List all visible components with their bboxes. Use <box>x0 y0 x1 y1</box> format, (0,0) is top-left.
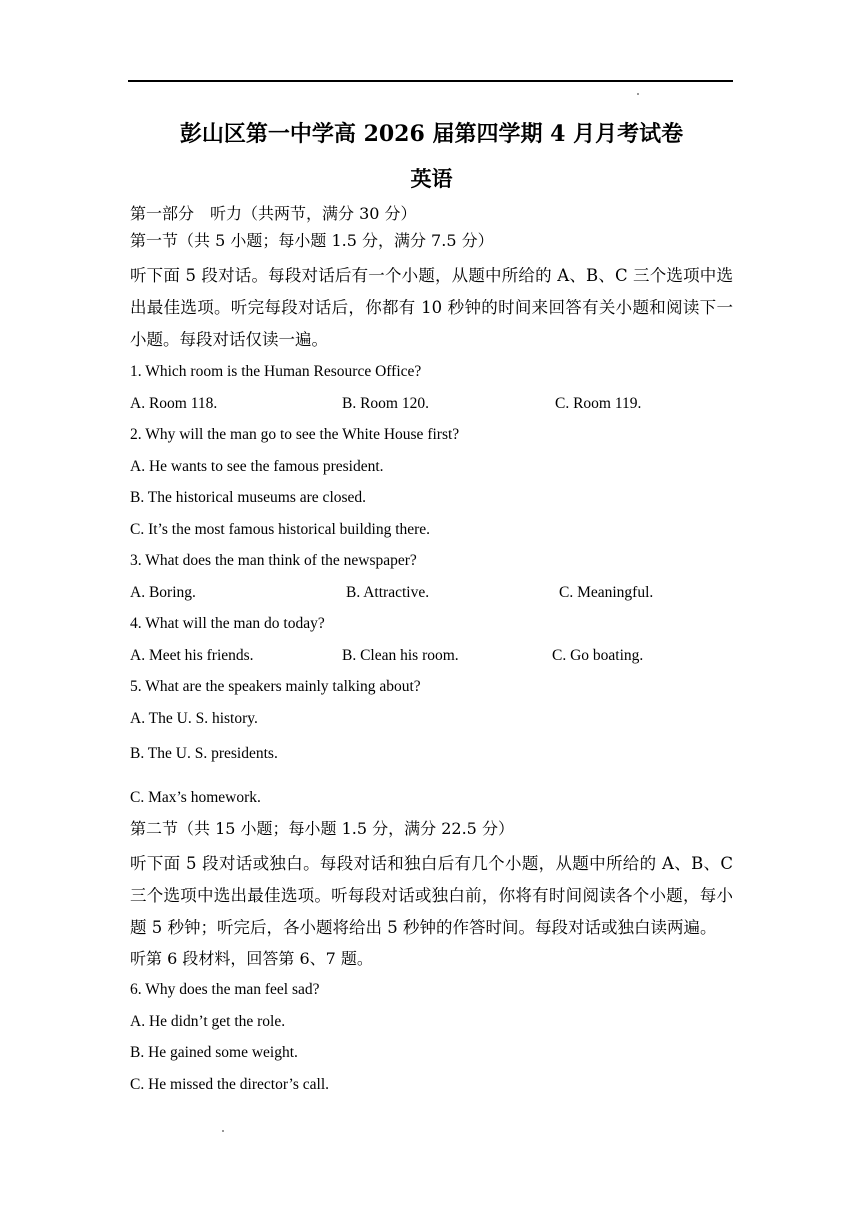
question-2: 2. Why will the man go to see the White House first? <box>130 426 460 443</box>
option-a: A. The U. S. history. <box>130 709 258 727</box>
option-a: A. He didn’t get the role. <box>130 1012 286 1030</box>
option-b: B. He gained some weight. <box>130 1044 298 1061</box>
option-b: B. Attractive. <box>346 583 430 601</box>
question-6: 6. Why does the man feel sad? <box>130 981 320 998</box>
option-c: C. Room 119. <box>555 394 642 412</box>
option-a: A. Meet his friends. <box>130 646 254 664</box>
exam-title: 彭山区第一中学高 2026 届第四学期 4 月月考试卷 <box>179 121 684 147</box>
section1-instructions: 听下面 5 段对话。每段对话后有一个小题，从题中所给的 A、B、C 三个选项中选出最佳选项。听完每段对话后，你都有 10 秒钟的时间来回答有关小题和阅读下一小题。每段对话仅读一遍。 <box>130 266 733 349</box>
option-b: B. Room 120. <box>342 394 429 412</box>
exam-page <box>130 118 733 1100</box>
header-rule <box>128 80 733 82</box>
option-b: B. The historical museums are closed. <box>130 489 367 506</box>
question-1: 1. Which room is the Human Resource Office? <box>130 363 422 380</box>
section2-instructions: 听下面 5 段对话或独白。每段对话和独白后有几个小题，从题中所给的 A、B、C 三个选项中选出最佳选项。听每段对话或独白前，你将有时间阅读各个小题，每小题 5 秒钟；听完后，各小题将给出 5 秒钟的作答时间。每段对话或独白读两遍。 <box>130 854 733 937</box>
option-c: C. It’s the most famous historical building there. <box>130 520 431 538</box>
material6-lead: 听第 6 段材料，回答第 6、7 题。 <box>130 949 373 968</box>
question-5: 5. What are the speakers mainly talking about? <box>130 678 421 695</box>
option-b: B. The U. S. presidents. <box>130 745 278 762</box>
question-3: 3. What does the man think of the newspaper? <box>130 552 417 569</box>
option-b: B. Clean his room. <box>342 646 459 664</box>
option-a: A. He wants to see the famous president. <box>130 457 384 475</box>
question-3-options <box>130 577 733 609</box>
option-c: C. Meaningful. <box>559 583 654 601</box>
option-c: C. Max’s homework. <box>130 788 261 806</box>
option-a: A. Boring. <box>130 583 196 601</box>
section2-heading: 第二节（共 15 小题；每小题 1.5 分，满分 22.5 分） <box>130 819 514 838</box>
question-4: 4. What will the man do today? <box>130 615 325 632</box>
exam-subject: 英语 <box>410 166 453 191</box>
question-1-options <box>130 388 733 420</box>
option-c: C. He missed the director’s call. <box>130 1075 330 1093</box>
page-mark <box>637 93 639 95</box>
section1-heading: 第一节（共 5 小题；每小题 1.5 分，满分 7.5 分） <box>130 231 494 250</box>
page-mark <box>222 1130 224 1132</box>
option-c: C. Go boating. <box>552 646 644 664</box>
question-4-options <box>130 640 733 672</box>
option-a: A. Room 118. <box>130 394 218 412</box>
part1-heading: 第一部分 听力（共两节，满分 30 分） <box>130 204 417 223</box>
